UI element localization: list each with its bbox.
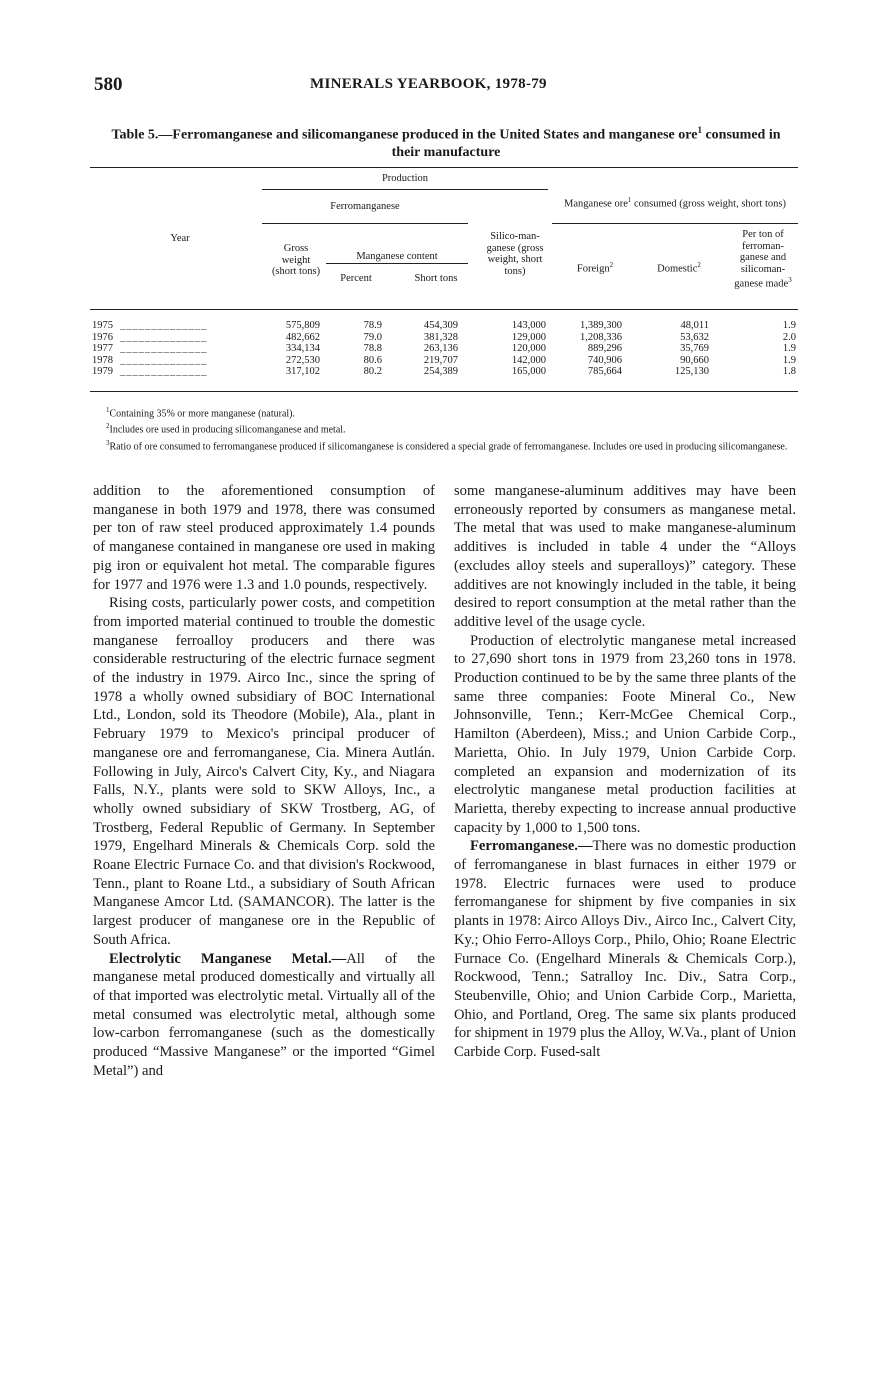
header-short-tons: Short tons <box>414 273 458 284</box>
cell-short-tons: 263,136 <box>423 343 458 354</box>
header-domestic-sup: 2 <box>697 261 701 269</box>
header-per-ton <box>730 229 796 290</box>
header-bottom-rule <box>90 309 798 310</box>
cell-domestic: 35,769 <box>680 343 709 354</box>
paragraph-text: There was no domestic production of ferromanganese in blast furnaces in either 1979 or 1978. Electric furnaces were used to produce ferromanganese for shipment by five companies in six plants in 1978: Airco Alloys Div., Airco Inc., Calvert City, Ky.; Ohio Ferro-Alloys Corp., Philo, Ohio; Roane Electric Furnace Co. (Engelhard Minerals & Chemicals Corp.), Rockwood, Tenn.; Satralloy Inc. Div., Satra Corp., Steubenville, Ohio; and Union Carbide Corp., Marietta, Ohio, and Portland, Oreg. The same six plants produced for shipment in 1979 plus the Alloy, W.Va., plant of Union Carbide Corp. Fused-salt <box>454 838 796 1061</box>
header-per-ton-label: Per ton of ferroman-ganese and silicoman-ganese made <box>734 229 789 290</box>
footnote <box>92 404 796 420</box>
leader-dots: ______________ <box>120 331 208 343</box>
header-production: Production <box>381 173 429 184</box>
table-footnotes <box>92 404 796 453</box>
cell-foreign: 889,296 <box>587 343 622 354</box>
body-column-right <box>454 482 796 1062</box>
header-ore-consumed <box>552 195 798 210</box>
table-row <box>90 366 798 378</box>
cell-foreign: 785,664 <box>587 366 622 377</box>
header-ore-consumed-suffix: consumed (gross weight, short tons) <box>631 198 786 210</box>
cell-per-ton: 1.8 <box>782 366 796 377</box>
table-bottom-rule <box>90 391 798 392</box>
paragraph: some manganese-aluminum additives may have been erroneously reported by consumers as manganese metal. The metal that was used to make manganese-aluminum additives is included in table 4 under the “Alloys (excludes alloy steels and superalloys)” category. These additives are not knowingly included in the table, it being desired to report consumption at the metal rather than the additive level of the usage cycle. <box>454 483 796 630</box>
ore-consumed-rule <box>552 223 798 224</box>
cell-gross-weight: 482,662 <box>285 331 320 343</box>
cell-silicomanganese: 143,000 <box>511 320 546 331</box>
cell-year: 1977 <box>92 343 113 354</box>
cell-per-ton: 1.9 <box>782 320 796 331</box>
footnote-mark: 2 <box>106 422 110 431</box>
paragraph <box>454 837 796 1061</box>
leader-dots: ______________ <box>120 366 208 377</box>
leader-dots: ______________ <box>120 320 208 331</box>
cell-percent: 80.6 <box>363 354 382 366</box>
header-domestic <box>642 260 716 275</box>
cell-short-tons: 219,707 <box>423 354 458 366</box>
header-manganese-content: Manganese content <box>356 251 438 262</box>
data-table <box>90 167 798 392</box>
cell-domestic: 125,130 <box>674 366 709 377</box>
header-percent: Percent <box>340 273 372 284</box>
cell-silicomanganese: 120,000 <box>511 343 546 354</box>
cell-foreign: 740,906 <box>587 354 622 366</box>
table-title-sup: 1 <box>697 125 702 135</box>
paragraph: Rising costs, particularly power costs, and competition from imported material continued to trouble the domestic manganese ferroalloy producers and there was considerable restructuring of the electric furnace segment of the industry in 1979. Airco Inc., since the spring of 1978 a wholly owned subsidiary of BOC International Ltd., London, sold its Theodore (Mobile), Ala., plant in February 1979 to Mexico's principal producer of manganese ore and ferromanganese, Cia. Minera Autlán. Following in July, Airco's Calvert City, Ky., and Niagara Falls, N.Y., plants were sold to SKW Alloys, Inc., a wholly owned subsidiary of SKW Trostberg, AG, of Trostberg, Federal Republic of Germany. In September 1979, Engelhard Minerals & Chemicals Corp. sold the Roane Electric Furnace Co. and that division's Rockwood, Tenn., plant to Roane Ltd., a subsidiary of South African Manganese Amcor Ltd. (SAMANCOR). The latter is the largest producer of manganese ore in the Republic of South Africa. <box>93 595 435 948</box>
header-gross-weight: Gross weight (short tons) <box>271 243 321 277</box>
cell-domestic: 90,660 <box>680 354 709 366</box>
table-title-suffix: consumed in their manufacture <box>391 127 781 160</box>
table-row <box>90 320 798 332</box>
paragraph <box>93 950 435 1081</box>
cell-domestic: 53,632 <box>680 331 709 343</box>
cell-percent: 79.0 <box>363 331 382 343</box>
cell-per-ton: 2.0 <box>782 331 796 343</box>
cell-gross-weight: 575,809 <box>285 320 320 331</box>
cell-foreign: 1,208,336 <box>580 331 622 343</box>
cell-silicomanganese: 142,000 <box>511 354 546 366</box>
header-foreign <box>560 260 630 275</box>
cell-short-tons: 381,328 <box>423 331 458 343</box>
table-row <box>90 343 798 355</box>
cell-year: 1976 <box>92 331 113 343</box>
paragraph-text: All of the manganese metal produced domestically and virtually all of that imported was electrolytic metal. Virtually all of the metal consumed was electrolytic metal, although some low-carbon ferromanganese (such as the domestically produced “Massive Manganese” or the imported “Gimel Metal”) and <box>93 950 435 1079</box>
cell-year: 1978 <box>92 354 113 366</box>
header-ore-consumed-sup: 1 <box>627 196 632 204</box>
table-title <box>96 122 796 161</box>
cell-gross-weight: 272,530 <box>285 354 320 366</box>
header-domestic-label: Domestic <box>657 263 698 275</box>
footnote-text: Includes ore used in producing silicomanganese and metal. <box>109 424 346 436</box>
cell-per-ton: 1.9 <box>782 354 796 366</box>
cell-gross-weight: 334,134 <box>285 343 320 354</box>
cell-gross-weight: 317,102 <box>285 366 320 377</box>
running-title: MINERALS YEARBOOK, 1978-79 <box>310 76 547 92</box>
table-row <box>90 355 798 367</box>
footnote <box>92 437 796 453</box>
table-title-prefix: Table 5.—Ferromanganese and silicomanganese produced in the United States and manganese ore <box>111 127 698 143</box>
cell-percent: 78.9 <box>363 320 382 331</box>
cell-per-ton: 1.9 <box>782 343 796 354</box>
page-number: 580 <box>94 74 123 95</box>
section-heading: Ferromanganese.— <box>470 838 593 855</box>
section-heading: Electrolytic Manganese Metal.— <box>109 950 347 967</box>
cell-short-tons: 254,389 <box>423 366 458 377</box>
header-foreign-sup: 2 <box>609 261 614 269</box>
running-head <box>94 74 794 98</box>
leader-dots: ______________ <box>120 343 208 354</box>
cell-foreign: 1,389,300 <box>580 320 622 331</box>
footnote <box>92 420 796 436</box>
footnote-mark: 3 <box>106 438 110 447</box>
cell-percent: 78.8 <box>363 343 382 354</box>
footnote-mark: 1 <box>106 406 110 414</box>
cell-year: 1975 <box>92 320 113 331</box>
cell-silicomanganese: 129,000 <box>511 331 546 343</box>
header-silicomanganese: Silico-man-ganese (gross weight, short tons) <box>486 231 544 277</box>
header-ore-consumed-prefix: Manganese ore <box>564 198 628 210</box>
footnote-text: Ratio of ore consumed to ferromanganese produced if silicomanganese is considered a special grade of ferromanganese. Includes ore used in producing silicomanganese. <box>109 440 788 452</box>
header-per-ton-sup: 3 <box>788 276 792 284</box>
ferromanganese-rule <box>262 223 468 224</box>
table-row <box>90 332 798 344</box>
cell-year: 1979 <box>92 366 113 377</box>
footnote-text: Containing 35% or more manganese (natural). <box>109 408 295 420</box>
table-body <box>90 320 798 378</box>
paragraph: addition to the aforementioned consumption of manganese in both 1979 and 1978, there was consumed per ton of raw steel produced approximately 1.4 pounds of manganese contained in manganese ore used in making pig iron or equivalent hot metal. The comparable figures for 1977 and 1976 were 1.3 and 1.0 pounds, respectively. <box>93 483 435 593</box>
header-year: Year <box>170 233 190 244</box>
production-rule <box>262 189 548 190</box>
body-column-left <box>93 482 435 1081</box>
paragraph: Production of electrolytic manganese metal increased to 27,690 short tons in 1979 from 23,260 tons in 1978. Production continued to be by the same three plants of the same three companies: Foote Mineral Co., New Johnsonville, Tenn.; Kerr-McGee Chemical Corp., Hamilton (Aberdeen), Miss.; and Union Carbide Corp., Marietta, Ohio. In July 1979, Union Carbide Corp. completed an expansion and modernization of its electrolytic manganese metal production facilities at Marietta, thereby expecting to increase annual productive capacity by 1,000 to 1,500 tons. <box>454 632 796 836</box>
header-foreign-label: Foreign <box>576 263 610 275</box>
manganese-content-rule <box>326 263 468 264</box>
header-ferromanganese: Ferromanganese <box>330 201 400 212</box>
leader-dots: ______________ <box>120 354 208 366</box>
cell-short-tons: 454,309 <box>423 320 458 331</box>
table-top-rule <box>90 167 798 168</box>
cell-percent: 80.2 <box>363 366 382 377</box>
cell-domestic: 48,011 <box>680 320 709 331</box>
cell-silicomanganese: 165,000 <box>511 366 546 377</box>
